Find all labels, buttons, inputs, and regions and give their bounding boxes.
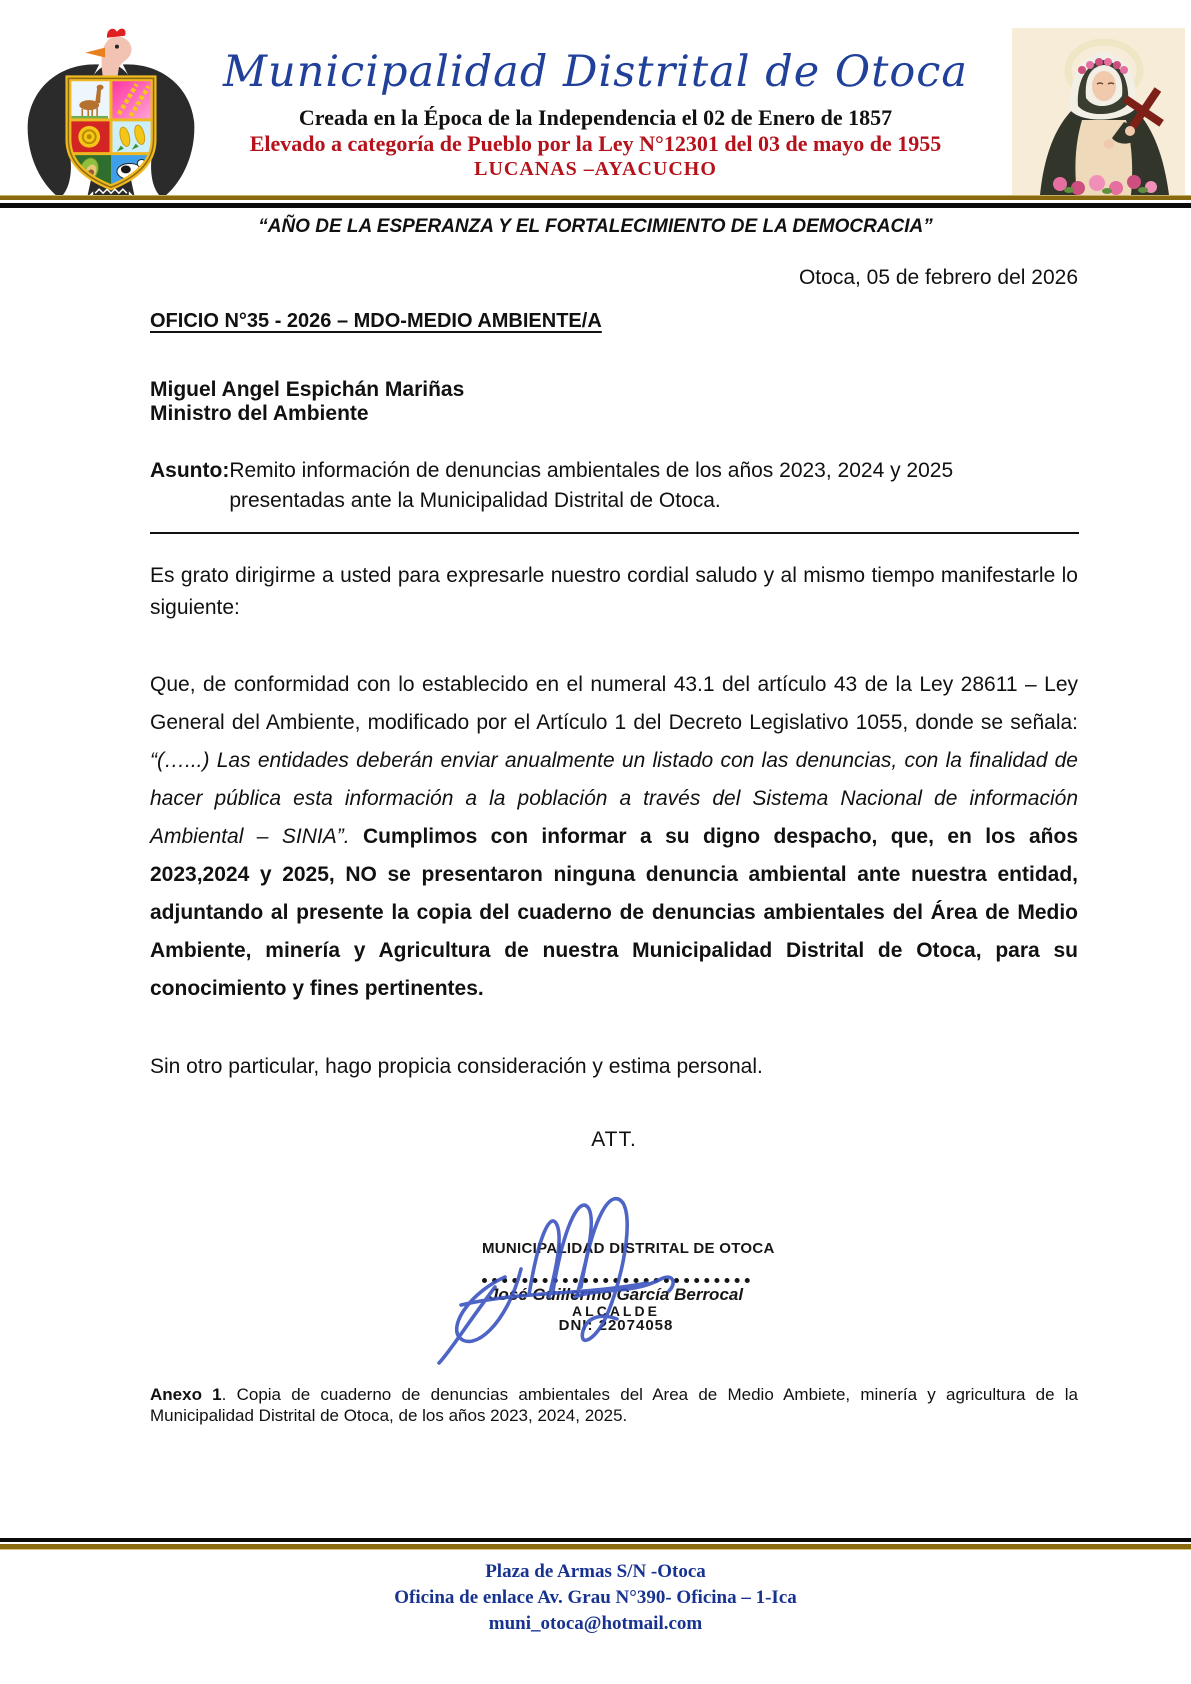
recipient-block	[150, 378, 464, 426]
main-paragraph	[150, 666, 1078, 1008]
recipient-role: Ministro del Ambiente	[150, 402, 369, 425]
footer-email: muni_otoca@hotmail.com	[488, 1613, 703, 1634]
mayor-stamp	[482, 1240, 775, 1334]
year-motto: “AÑO DE LA ESPERANZA Y EL FORTALECIMIENTO DE LA DEMOCRACIA”	[258, 216, 933, 237]
province-line: LUCANAS –AYACUCHO	[474, 158, 717, 180]
subject-text: Remito información de denuncias ambientales de los años 2023, 2024 y 2025 presentadas ante la Municipalidad Distrital de Otoca.	[229, 459, 954, 512]
footer-office: Oficina de enlace Av. Grau N°390- Oficina – 1-Ica	[394, 1587, 797, 1608]
signature-area	[420, 1185, 810, 1360]
founding-line: Creada en la Época de la Independencia el 02 de Enero de 1857	[298, 105, 893, 130]
stamp-entity-name: MUNICIPALIDAD DISTRITAL DE OTOCA	[482, 1240, 775, 1257]
footer-gold-rule	[0, 1544, 1191, 1550]
footer-black-rule	[0, 1538, 1191, 1542]
mayor-role: ALCALDE	[572, 1303, 660, 1319]
main-paragraph-quote-italic: “(…...) Las entidades deberán enviar anualmente un listado con las denuncias, con la finalidad de hacer pública esta información a la población a través del Sistema Nacional de información Ambiental – SINIA”.	[150, 749, 1078, 848]
mayor-name: José Guillermo García Berrocal	[488, 1285, 744, 1304]
subject-block	[150, 456, 1080, 516]
header-gold-rule	[0, 195, 1191, 200]
municipality-title: Municipalidad Distrital de Otoca	[222, 47, 969, 97]
att-signoff: ATT.	[591, 1128, 637, 1151]
main-paragraph-bold: Cumplimos con informar a su digno despacho, que, en los años 2023,2024 y 2025, NO se presentaron ninguna denuncia ambiental ante nuestra entidad, adjuntando al presente la copia del cuaderno de denuncias ambientales del Área de Medio Ambiente, minería y Agricultura de nuestra Municipalidad Distrital de Otoca, para su conocimiento y fines pertinentes.	[150, 825, 1079, 1000]
condor-crest	[107, 29, 126, 38]
closing-line: Sin otro particular, hago propicia consideración y estima personal.	[150, 1055, 763, 1078]
coat-of-arms-image	[12, 22, 210, 202]
header-black-rule	[0, 203, 1191, 208]
recipient-name: Miguel Angel Espichán Mariñas	[150, 378, 465, 401]
annex-text: . Copia de cuaderno de denuncias ambientales del Area de Medio Ambiete, minería y agricultura de la Municipalidad Distrital de Otoca, de los años 2023, 2024, 2025.	[150, 1385, 1078, 1425]
stamp-dotted-line	[482, 1278, 750, 1283]
greeting-paragraph: Es grato dirigirme a usted para expresarle nuestro cordial saludo y al mismo tiempo manifestarle lo siguiente:	[150, 564, 1078, 619]
footer-contact-block	[0, 1559, 1191, 1637]
subject-divider-rule	[150, 532, 1079, 534]
subject-label: Asunto:	[150, 459, 230, 482]
mayor-dni: DNI: 22074058	[558, 1317, 674, 1334]
rope-coil	[78, 126, 100, 148]
footer-address: Plaza de Armas S/N -Otoca	[485, 1561, 706, 1582]
law-line: Elevado a categoría de Pueblo por la Ley N°12301 del 03 de mayo de 1955	[249, 131, 942, 156]
face	[1092, 71, 1116, 101]
main-paragraph-regular: Que, de conformidad con lo establecido en el numeral 43.1 del artículo 43 de la Ley 28611 – Ley General del Ambiente, modificado por el Artículo 1 del Decreto Legislativo 1055, donde se señala:	[150, 673, 1078, 734]
annex-label: Anexo 1	[150, 1385, 222, 1404]
santa-rosa-image	[1012, 28, 1185, 195]
condor-beak	[85, 48, 105, 58]
oficio-reference: OFICIO N°35 - 2026 – MDO-MEDIO AMBIENTE/A	[150, 310, 602, 332]
place-date-line: Otoca, 05 de febrero del 2026	[798, 266, 1078, 289]
annex-note	[150, 1384, 1078, 1426]
